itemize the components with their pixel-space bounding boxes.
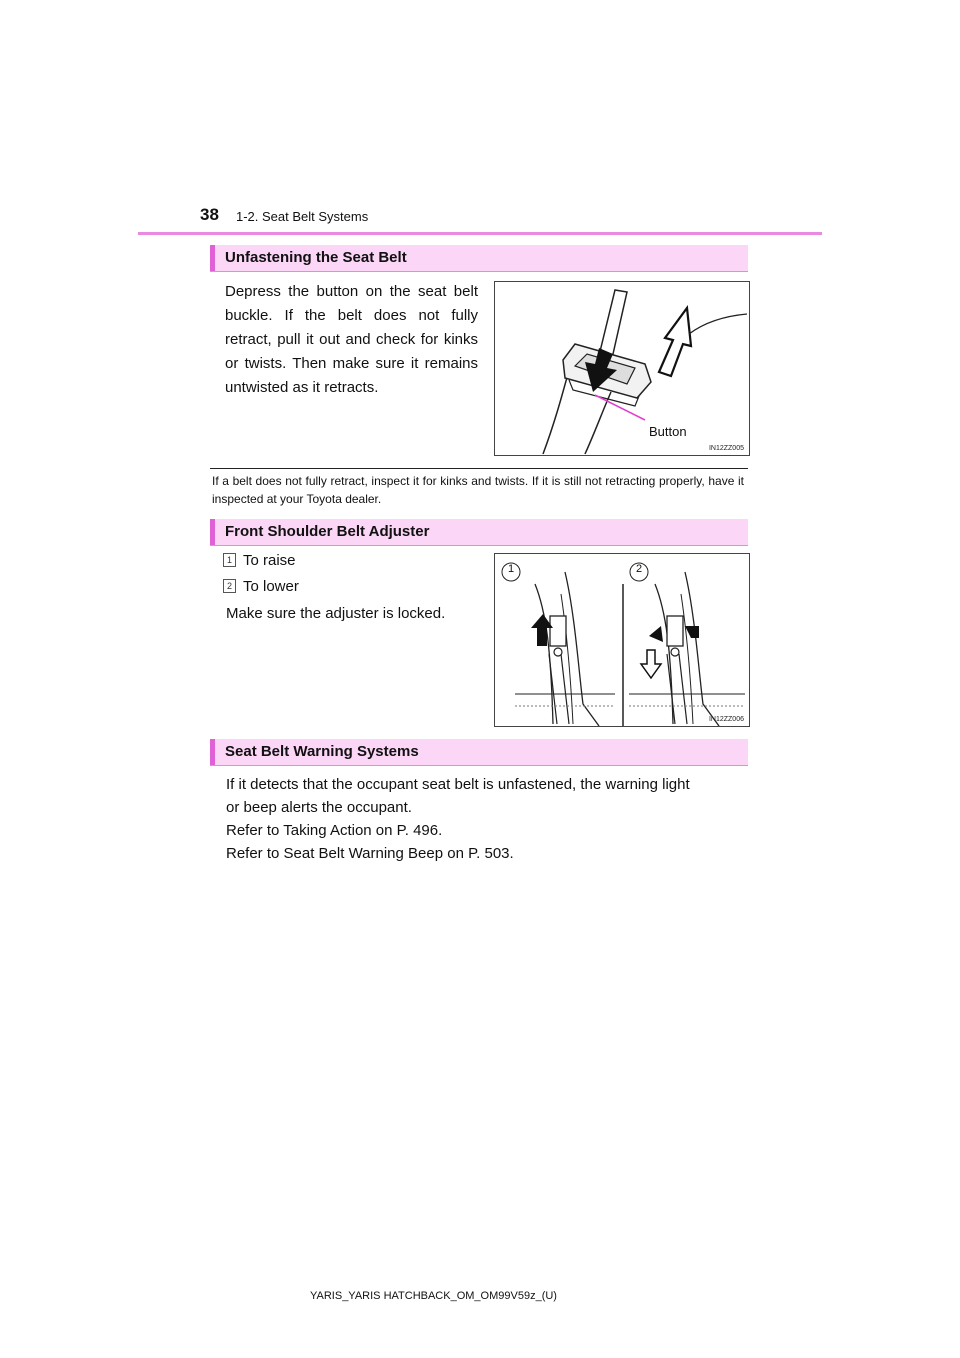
figure-code: IN12ZZ006 bbox=[708, 716, 744, 723]
section-title: 1-2. Seat Belt Systems bbox=[236, 209, 369, 224]
note-text: If a belt does not fully retract, inspect it for kinks and twists. If it is still not retracting properly, have it inspected at your Toyota dealer. bbox=[212, 474, 744, 506]
figure-number-2: 2 bbox=[636, 563, 643, 575]
heading-underline bbox=[210, 765, 748, 766]
step-number: 1 bbox=[223, 553, 236, 567]
step-text-lower: To lower bbox=[243, 578, 299, 595]
button-callout: Button bbox=[649, 424, 687, 439]
heading-underline bbox=[210, 271, 748, 272]
reference-taking-action: Refer to Taking Action on P. 496. bbox=[226, 822, 443, 839]
buckle-illustration bbox=[494, 281, 750, 456]
step-number: 2 bbox=[223, 579, 236, 593]
adjuster-note: Make sure the adjuster is locked. bbox=[226, 605, 446, 622]
adjuster-illustration bbox=[494, 553, 750, 727]
heading-unfastening: Unfastening the Seat Belt bbox=[210, 245, 748, 271]
warning-line: or beep alerts the occupant. bbox=[226, 799, 412, 816]
buckle-drawing bbox=[495, 282, 749, 455]
page-number: 38 bbox=[200, 205, 219, 224]
warning-body bbox=[226, 773, 754, 865]
adjuster-drawing bbox=[495, 554, 749, 726]
figure-code: IN12ZZ005 bbox=[708, 445, 744, 452]
note-rule bbox=[210, 468, 748, 469]
unfastening-body: Depress the button on the seat belt buckle. If the belt does not fully retract, pull it out and check for kinks or twists. Then make sure it remains untwisted as it retracts. bbox=[225, 283, 478, 396]
warning-line: If it detects that the occupant seat belt is unfastened, the warning light bbox=[226, 776, 690, 793]
footer-doc-id: YARIS_YARIS HATCHBACK_OM_OM99V59z_(U) bbox=[310, 1290, 557, 1302]
step-text-raise: To raise bbox=[243, 552, 296, 569]
figure-number-1: 1 bbox=[508, 563, 515, 575]
heading-adjuster: Front Shoulder Belt Adjuster bbox=[210, 519, 748, 545]
heading-warning: Seat Belt Warning Systems bbox=[210, 739, 748, 765]
heading-underline bbox=[210, 545, 748, 546]
header-rule bbox=[138, 232, 822, 235]
reference-warning-beep: Refer to Seat Belt Warning Beep on P. 503. bbox=[226, 845, 514, 862]
